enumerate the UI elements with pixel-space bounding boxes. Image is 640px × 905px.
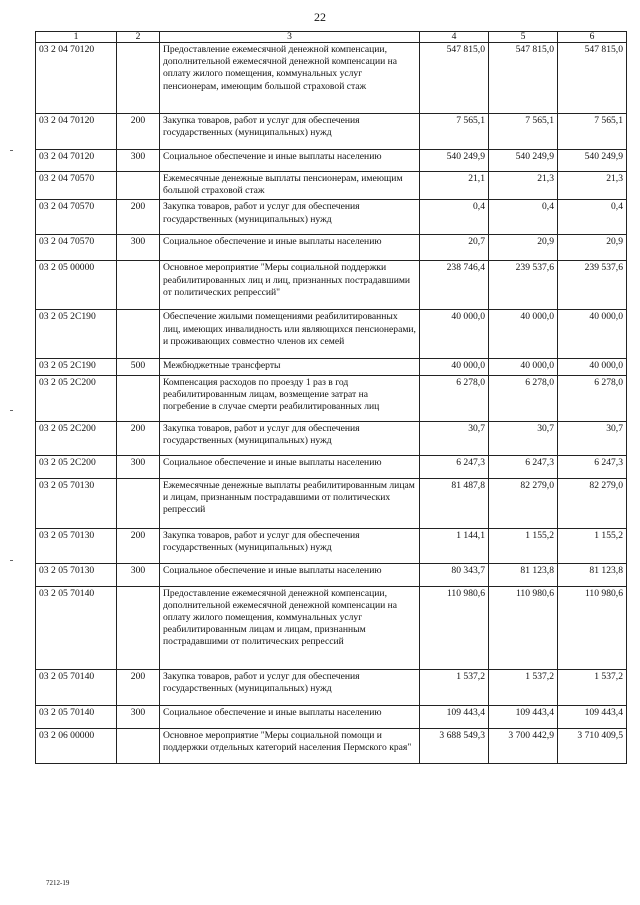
- expense-type-cell: [117, 728, 160, 763]
- amount-col6-cell: 1 537,2: [558, 669, 627, 705]
- margin-mark: [10, 150, 13, 151]
- budget-code-cell: 03 2 05 70140: [36, 705, 117, 728]
- budget-code-cell: 03 2 05 70130: [36, 563, 117, 586]
- amount-col6-cell: 239 537,6: [558, 261, 627, 310]
- budget-code-cell: 03 2 05 2С200: [36, 421, 117, 455]
- amount-col4-cell: 20,7: [420, 235, 489, 261]
- page-number: 22: [314, 10, 326, 24]
- description-cell: Предоставление ежемесячной денежной компенсации, дополнительной ежемесячной денежной компенсации на оплату жилого помещения, коммунальных услуг пенсионерам, имеющим большой страховой стаж: [160, 43, 420, 114]
- amount-col4-cell: 109 443,4: [420, 705, 489, 728]
- description-cell: Социальное обеспечение и иные выплаты населению: [160, 235, 420, 261]
- amount-col5-cell: 109 443,4: [489, 705, 558, 728]
- column-header: 6: [558, 32, 627, 43]
- budget-code-cell: 03 2 05 70140: [36, 669, 117, 705]
- table-row: [36, 261, 627, 310]
- table-row: [36, 669, 627, 705]
- amount-col6-cell: 109 443,4: [558, 705, 627, 728]
- description-cell: Социальное обеспечение и иные выплаты населению: [160, 705, 420, 728]
- amount-col5-cell: 239 537,6: [489, 261, 558, 310]
- amount-col6-cell: 21,3: [558, 172, 627, 200]
- amount-col4-cell: 1 537,2: [420, 669, 489, 705]
- description-cell: Закупка товаров, работ и услуг для обеспечения государственных (муниципальных) нужд: [160, 421, 420, 455]
- description-cell: Социальное обеспечение и иные выплаты населению: [160, 455, 420, 478]
- table-row: [36, 310, 627, 359]
- expense-type-cell: [117, 43, 160, 114]
- table-row: [36, 586, 627, 669]
- description-cell: Основное мероприятие "Меры социальной помощи и поддержки отдельных категорий населения Пермского края": [160, 728, 420, 763]
- amount-col4-cell: 7 565,1: [420, 114, 489, 150]
- budget-code-cell: 03 2 04 70570: [36, 235, 117, 261]
- description-cell: Закупка товаров, работ и услуг для обеспечения государственных (муниципальных) нужд: [160, 669, 420, 705]
- amount-col6-cell: 110 980,6: [558, 586, 627, 669]
- budget-code-cell: 03 2 04 70570: [36, 172, 117, 200]
- amount-col6-cell: 540 249,9: [558, 150, 627, 172]
- amount-col5-cell: 81 123,8: [489, 563, 558, 586]
- budget-code-cell: 03 2 04 70120: [36, 43, 117, 114]
- table-row: [36, 150, 627, 172]
- amount-col5-cell: 1 155,2: [489, 528, 558, 563]
- amount-col4-cell: 6 247,3: [420, 455, 489, 478]
- table-row: [36, 359, 627, 375]
- description-cell: Социальное обеспечение и иные выплаты населению: [160, 563, 420, 586]
- table-row: [36, 563, 627, 586]
- budget-code-cell: 03 2 05 00000: [36, 261, 117, 310]
- amount-col5-cell: 21,3: [489, 172, 558, 200]
- amount-col5-cell: 30,7: [489, 421, 558, 455]
- column-header: 4: [420, 32, 489, 43]
- amount-col6-cell: 6 247,3: [558, 455, 627, 478]
- amount-col4-cell: 21,1: [420, 172, 489, 200]
- budget-code-cell: 03 2 05 2С200: [36, 375, 117, 421]
- description-cell: Закупка товаров, работ и услуг для обеспечения государственных (муниципальных) нужд: [160, 528, 420, 563]
- amount-col4-cell: 6 278,0: [420, 375, 489, 421]
- expense-type-cell: 500: [117, 359, 160, 375]
- description-cell: Ежемесячные денежные выплаты реабилитированным лицам и лицам, признанным пострадавшими от политических репрессий: [160, 478, 420, 528]
- amount-col6-cell: 6 278,0: [558, 375, 627, 421]
- amount-col6-cell: 1 155,2: [558, 528, 627, 563]
- expense-type-cell: [117, 310, 160, 359]
- amount-col6-cell: 40 000,0: [558, 359, 627, 375]
- amount-col5-cell: 547 815,0: [489, 43, 558, 114]
- expense-type-cell: 200: [117, 200, 160, 235]
- amount-col4-cell: 40 000,0: [420, 359, 489, 375]
- table-row: [36, 375, 627, 421]
- budget-code-cell: 03 2 05 2С200: [36, 455, 117, 478]
- amount-col4-cell: 81 487,8: [420, 478, 489, 528]
- description-cell: Закупка товаров, работ и услуг для обеспечения государственных (муниципальных) нужд: [160, 114, 420, 150]
- description-cell: Закупка товаров, работ и услуг для обеспечения государственных (муниципальных) нужд: [160, 200, 420, 235]
- expense-type-cell: 200: [117, 669, 160, 705]
- description-cell: Обеспечение жилыми помещениями реабилитированных лиц, имеющих инвалидность или являющихся пенсионерами, и проживающих совместно членов их семей: [160, 310, 420, 359]
- expense-type-cell: [117, 172, 160, 200]
- amount-col4-cell: 238 746,4: [420, 261, 489, 310]
- column-header: 2: [117, 32, 160, 43]
- table-header-row: [36, 32, 627, 43]
- amount-col5-cell: 1 537,2: [489, 669, 558, 705]
- amount-col5-cell: 6 278,0: [489, 375, 558, 421]
- amount-col6-cell: 30,7: [558, 421, 627, 455]
- budget-table: [35, 31, 627, 764]
- amount-col4-cell: 540 249,9: [420, 150, 489, 172]
- expense-type-cell: 200: [117, 114, 160, 150]
- description-cell: Основное мероприятие "Меры социальной поддержки реабилитированных лиц и лиц, признанных пострадавшими от политических репрессий": [160, 261, 420, 310]
- expense-type-cell: 300: [117, 235, 160, 261]
- margin-mark: [10, 410, 13, 411]
- column-header: 1: [36, 32, 117, 43]
- expense-type-cell: 300: [117, 705, 160, 728]
- budget-code-cell: 03 2 04 70570: [36, 200, 117, 235]
- footer-code: 7212-19: [46, 879, 70, 887]
- description-cell: Ежемесячные денежные выплаты пенсионерам, имеющим большой страховой стаж: [160, 172, 420, 200]
- budget-code-cell: 03 2 04 70120: [36, 150, 117, 172]
- expense-type-cell: 300: [117, 563, 160, 586]
- budget-code-cell: 03 2 05 70140: [36, 586, 117, 669]
- amount-col5-cell: 20,9: [489, 235, 558, 261]
- expense-type-cell: 300: [117, 150, 160, 172]
- amount-col6-cell: 3 710 409,5: [558, 728, 627, 763]
- amount-col5-cell: 0,4: [489, 200, 558, 235]
- description-cell: Предоставление ежемесячной денежной компенсации, дополнительной ежемесячной денежной компенсации на оплату жилого помещения, коммунальных услуг реабилитированным лицам и лицам, признанным пострадавшими от политических репрессий: [160, 586, 420, 669]
- description-cell: Компенсация расходов по проезду 1 раз в год реабилитированным лицам, возмещение затрат на погребение в случае смерти реабилитированных лиц: [160, 375, 420, 421]
- amount-col5-cell: 40 000,0: [489, 310, 558, 359]
- amount-col5-cell: 110 980,6: [489, 586, 558, 669]
- amount-col5-cell: 3 700 442,9: [489, 728, 558, 763]
- amount-col6-cell: 7 565,1: [558, 114, 627, 150]
- amount-col6-cell: 40 000,0: [558, 310, 627, 359]
- table-row: [36, 43, 627, 114]
- amount-col4-cell: 547 815,0: [420, 43, 489, 114]
- expense-type-cell: [117, 261, 160, 310]
- amount-col4-cell: 3 688 549,3: [420, 728, 489, 763]
- amount-col4-cell: 80 343,7: [420, 563, 489, 586]
- expense-type-cell: [117, 375, 160, 421]
- table-row: [36, 478, 627, 528]
- expense-type-cell: [117, 586, 160, 669]
- expense-type-cell: 200: [117, 528, 160, 563]
- budget-code-cell: 03 2 05 2С190: [36, 310, 117, 359]
- budget-code-cell: 03 2 05 2С190: [36, 359, 117, 375]
- table-row: [36, 728, 627, 763]
- amount-col4-cell: 110 980,6: [420, 586, 489, 669]
- table-row: [36, 114, 627, 150]
- column-header: 3: [160, 32, 420, 43]
- amount-col6-cell: 81 123,8: [558, 563, 627, 586]
- expense-type-cell: 200: [117, 421, 160, 455]
- table-row: [36, 235, 627, 261]
- budget-code-cell: 03 2 05 70130: [36, 478, 117, 528]
- description-cell: Межбюджетные трансферты: [160, 359, 420, 375]
- column-header: 5: [489, 32, 558, 43]
- description-cell: Социальное обеспечение и иные выплаты населению: [160, 150, 420, 172]
- table-row: [36, 705, 627, 728]
- table-row: [36, 172, 627, 200]
- table-body: [36, 43, 627, 764]
- amount-col6-cell: 0,4: [558, 200, 627, 235]
- amount-col6-cell: 82 279,0: [558, 478, 627, 528]
- amount-col4-cell: 30,7: [420, 421, 489, 455]
- amount-col5-cell: 540 249,9: [489, 150, 558, 172]
- amount-col4-cell: 40 000,0: [420, 310, 489, 359]
- amount-col5-cell: 82 279,0: [489, 478, 558, 528]
- amount-col5-cell: 40 000,0: [489, 359, 558, 375]
- amount-col4-cell: 0,4: [420, 200, 489, 235]
- amount-col6-cell: 20,9: [558, 235, 627, 261]
- margin-mark: [10, 560, 13, 561]
- expense-type-cell: 300: [117, 455, 160, 478]
- budget-code-cell: 03 2 06 00000: [36, 728, 117, 763]
- table-row: [36, 455, 627, 478]
- amount-col4-cell: 1 144,1: [420, 528, 489, 563]
- budget-code-cell: 03 2 05 70130: [36, 528, 117, 563]
- amount-col5-cell: 7 565,1: [489, 114, 558, 150]
- table-row: [36, 528, 627, 563]
- table-row: [36, 421, 627, 455]
- expense-type-cell: [117, 478, 160, 528]
- budget-code-cell: 03 2 04 70120: [36, 114, 117, 150]
- table-row: [36, 200, 627, 235]
- amount-col6-cell: 547 815,0: [558, 43, 627, 114]
- amount-col5-cell: 6 247,3: [489, 455, 558, 478]
